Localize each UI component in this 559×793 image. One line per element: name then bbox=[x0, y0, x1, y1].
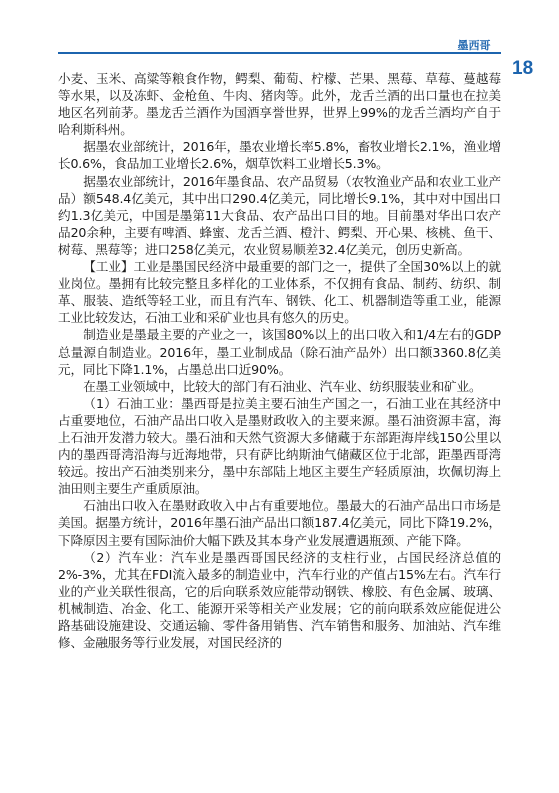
paragraph-4: 【工业】工业是墨国民经济中最重要的部门之一，提供了全国30%以上的就业岗位。墨拥有比较完整且多样化的工业体系，不仅拥有食品、制药、纺织、制革、服装、造纸等轻工业，而且有汽车、钢铁、化工、机器制造等重工业，能源工业比较发达，石油工业和采矿业也具有悠久的历史。 bbox=[58, 259, 501, 326]
paragraph-7: （1）石油工业：墨西哥是拉美主要石油生产国之一，石油工业在其经济中占重要地位，石油产品出口收入是墨财政收入的主要来源。墨石油资源丰富，海上石油开发潜力较大。墨石油和天然气资源大多储藏于东部距海岸线150公里以内的墨西哥湾沿海与近海地带，只有萨比纳斯油气储藏区位于北部，距墨西哥湾较远。按出产石油类别来分，墨中东部陆上地区主要生产轻质原油，坎佩切海上油田则主要生产重质原油。 bbox=[58, 395, 501, 497]
paragraph-2: 据墨农业部统计，2016年，墨农业增长率5.8%，畜牧业增长2.1%，渔业增长0.6%，食品加工业增长2.6%，烟草饮料工业增长5.3%。 bbox=[58, 139, 501, 172]
paragraph-1: 小麦、玉米、高粱等粮食作物，鳄梨、葡萄、柠檬、芒果、黑莓、草莓、蔓越莓等水果，以及冻虾、金枪鱼、牛肉、猪肉等。此外，龙舌兰酒的出口量也在拉美地区名列前茅。墨龙舌兰酒作为国酒享誉世界，世界上99%的龙舌兰酒均产自于哈利斯科州。 bbox=[58, 71, 501, 138]
paragraph-8: 石油出口收入在墨财政收入中占有重要地位。墨最大的石油产品出口市场是美国。据墨方统计，2016年墨石油产品出口额187.4亿美元，同比下降19.2%，下降原因主要有国际油价大幅下跌及其本身产业发展遭遇瓶颈、产能下降。 bbox=[58, 498, 501, 548]
paragraph-3: 据墨农业部统计，2016年墨食品、农产品贸易（农牧渔业产品和农业工业产品）额548.4亿美元，其中出口290.4亿美元，同比增长9.1%，其中对中国出口约1.3亿美元，中国是墨第11大食品、农产品出口目的地。目前墨对华出口农产品20余种，主要有啤酒、蜂蜜、龙舌兰酒、橙汁、鳄梨、开心果、核桃、鱼干、树莓、黑莓等；进口258亿美元，农业贸易顺差32.4亿美元，创历史新高。 bbox=[58, 173, 501, 257]
page-number: 18 bbox=[512, 58, 534, 79]
header-rule bbox=[58, 52, 501, 54]
paragraph-9: （2）汽车业：汽车业是墨西哥国民经济的支柱行业，占国民经济总值的2%-3%，尤其在FDI流入最多的制造业中，汽车行业的产值占15%左右。汽车行业的产业关联性很高，它的后向联系效应能带动钢铁、橡胶、有色金属、玻璃、机械制造、冶金、化工、能源开采等相关产业发展；它的前向联系效应能促进公路基础设施建设、交通运输、零件备用销售、汽车销售和服务、加油站、汽车维修、金融服务等行业发展，对国民经济的 bbox=[58, 549, 501, 651]
section-tab-label: 墨西哥 bbox=[457, 39, 491, 52]
body-text bbox=[58, 70, 501, 651]
paragraph-6: 在墨工业领域中，比较大的部门有石油业、汽车业、纺织服装业和矿业。 bbox=[83, 378, 482, 394]
paragraph-5: 制造业是墨最主要的产业之一，该国80%以上的出口收入和1/4左右的GDP总量源自制造业。2016年，墨工业制成品（除石油产品外）出口额3360.8亿美元，同比下降1.1%，占墨总出口近90%。 bbox=[58, 327, 501, 377]
